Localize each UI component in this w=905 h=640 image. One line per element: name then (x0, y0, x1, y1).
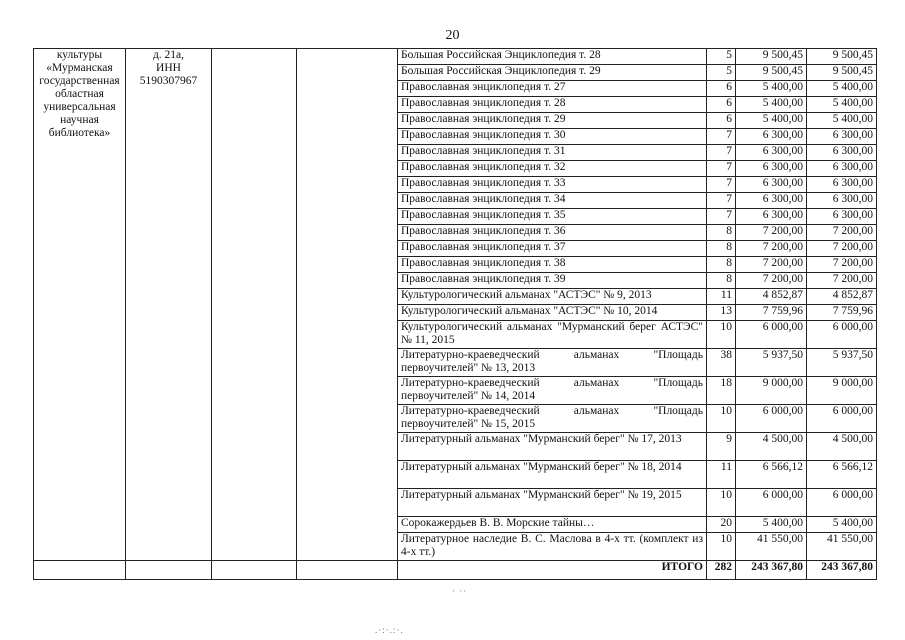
empty-cell (297, 561, 398, 580)
quantity-cell: 5 (707, 49, 736, 65)
book-title-cell: Православная энциклопедия т. 38 (398, 257, 707, 273)
book-title-cell: Литературно-краеведческий альманах "Площадь первоучителей" № 13, 2013 (398, 349, 707, 377)
price-cell: 5 400,00 (736, 113, 807, 129)
quantity-cell: 11 (707, 461, 736, 489)
total-price: 243 367,80 (736, 561, 807, 580)
sum-cell: 6 000,00 (807, 489, 877, 517)
inventory-table (33, 48, 877, 580)
book-title-cell: Православная энциклопедия т. 29 (398, 113, 707, 129)
sum-cell: 5 400,00 (807, 81, 877, 97)
price-cell: 6 300,00 (736, 193, 807, 209)
price-cell: 5 400,00 (736, 81, 807, 97)
sum-cell: 7 200,00 (807, 273, 877, 289)
book-title-cell: Православная энциклопедия т. 31 (398, 145, 707, 161)
book-title-cell: Литературный альманах "Мурманский берег" № 17, 2013 (398, 433, 707, 461)
sum-cell: 6 300,00 (807, 161, 877, 177)
sum-cell: 7 759,96 (807, 305, 877, 321)
book-title-cell: Культурологический альманах "АСТЭС" № 10, 2014 (398, 305, 707, 321)
empty-cell (212, 49, 297, 561)
sum-cell: 4 500,00 (807, 433, 877, 461)
quantity-cell: 6 (707, 113, 736, 129)
sum-cell: 6 300,00 (807, 177, 877, 193)
quantity-cell: 6 (707, 81, 736, 97)
sum-cell: 9 000,00 (807, 377, 877, 405)
sum-cell: 9 500,45 (807, 65, 877, 81)
book-title-cell: Православная энциклопедия т. 34 (398, 193, 707, 209)
quantity-cell: 20 (707, 517, 736, 533)
book-title-cell: Православная энциклопедия т. 28 (398, 97, 707, 113)
book-title-cell: Большая Российская Энциклопедия т. 29 (398, 65, 707, 81)
price-cell: 6 300,00 (736, 145, 807, 161)
sum-cell: 6 300,00 (807, 145, 877, 161)
price-cell: 6 300,00 (736, 161, 807, 177)
sum-cell: 6 566,12 (807, 461, 877, 489)
scan-artifact: .·:·.:·. (375, 625, 404, 635)
book-title-cell: Литературное наследие В. С. Маслова в 4-х тт. (комплект из 4-х тт.) (398, 533, 707, 561)
price-cell: 4 500,00 (736, 433, 807, 461)
price-cell: 41 550,00 (736, 533, 807, 561)
price-cell: 6 300,00 (736, 129, 807, 145)
book-title-cell: Православная энциклопедия т. 39 (398, 273, 707, 289)
quantity-cell: 18 (707, 377, 736, 405)
organization-name-cell: культуры «Мурманская государственная областная универсальная научная библиотека» (34, 49, 126, 561)
sum-cell: 7 200,00 (807, 257, 877, 273)
quantity-cell: 7 (707, 177, 736, 193)
quantity-cell: 5 (707, 65, 736, 81)
book-title-cell: Культурологический альманах "АСТЭС" № 9, 2013 (398, 289, 707, 305)
total-row (34, 561, 877, 580)
book-title-cell: Православная энциклопедия т. 37 (398, 241, 707, 257)
quantity-cell: 8 (707, 225, 736, 241)
quantity-cell: 6 (707, 97, 736, 113)
price-cell: 5 400,00 (736, 97, 807, 113)
quantity-cell: 10 (707, 489, 736, 517)
quantity-cell: 13 (707, 305, 736, 321)
sum-cell: 5 400,00 (807, 113, 877, 129)
price-cell: 4 852,87 (736, 289, 807, 305)
sum-cell: 5 400,00 (807, 97, 877, 113)
price-cell: 6 000,00 (736, 321, 807, 349)
quantity-cell: 9 (707, 433, 736, 461)
empty-cell (297, 49, 398, 561)
book-title-cell: Литературный альманах "Мурманский берег" № 19, 2015 (398, 489, 707, 517)
address-cell: д. 21а, ИНН 5190307967 (126, 49, 212, 561)
book-title-cell: Культурологический альманах "Мурманский берег АСТЭС" № 11, 2015 (398, 321, 707, 349)
total-sum: 243 367,80 (807, 561, 877, 580)
book-title-cell: Православная энциклопедия т. 32 (398, 161, 707, 177)
price-cell: 6 300,00 (736, 209, 807, 225)
sum-cell: 6 000,00 (807, 405, 877, 433)
quantity-cell: 7 (707, 145, 736, 161)
book-title-cell: Православная энциклопедия т. 35 (398, 209, 707, 225)
book-title-cell: Литературно-краеведческий альманах "Площадь первоучителей" № 15, 2015 (398, 405, 707, 433)
price-cell: 6 300,00 (736, 177, 807, 193)
price-cell: 6 000,00 (736, 489, 807, 517)
quantity-cell: 10 (707, 405, 736, 433)
total-qty: 282 (707, 561, 736, 580)
sum-cell: 6 300,00 (807, 193, 877, 209)
table-row (34, 49, 877, 65)
price-cell: 7 200,00 (736, 257, 807, 273)
sum-cell: 6 300,00 (807, 129, 877, 145)
quantity-cell: 10 (707, 533, 736, 561)
empty-cell (34, 561, 126, 580)
sum-cell: 5 937,50 (807, 349, 877, 377)
empty-cell (212, 561, 297, 580)
price-cell: 5 400,00 (736, 517, 807, 533)
book-title-cell: Православная энциклопедия т. 27 (398, 81, 707, 97)
price-cell: 7 759,96 (736, 305, 807, 321)
sum-cell: 5 400,00 (807, 517, 877, 533)
price-cell: 9 500,45 (736, 65, 807, 81)
sum-cell: 4 852,87 (807, 289, 877, 305)
book-title-cell: Большая Российская Энциклопедия т. 28 (398, 49, 707, 65)
total-label: ИТОГО (398, 561, 707, 580)
quantity-cell: 7 (707, 193, 736, 209)
quantity-cell: 7 (707, 209, 736, 225)
quantity-cell: 7 (707, 129, 736, 145)
sum-cell: 7 200,00 (807, 225, 877, 241)
book-title-cell: Православная энциклопедия т. 33 (398, 177, 707, 193)
book-title-cell: Православная энциклопедия т. 30 (398, 129, 707, 145)
sum-cell: 41 550,00 (807, 533, 877, 561)
price-cell: 9 500,45 (736, 49, 807, 65)
quantity-cell: 10 (707, 321, 736, 349)
book-title-cell: Литературно-краеведческий альманах "Площадь первоучителей" № 14, 2014 (398, 377, 707, 405)
table-body (34, 49, 877, 580)
quantity-cell: 7 (707, 161, 736, 177)
sum-cell: 6 000,00 (807, 321, 877, 349)
book-title-cell: Литературный альманах "Мурманский берег" № 18, 2014 (398, 461, 707, 489)
price-cell: 9 000,00 (736, 377, 807, 405)
page-number: 20 (445, 28, 460, 43)
sum-cell: 6 300,00 (807, 209, 877, 225)
empty-cell (126, 561, 212, 580)
sum-cell: 9 500,45 (807, 49, 877, 65)
price-cell: 7 200,00 (736, 241, 807, 257)
scan-artifact: · ·· (452, 586, 468, 596)
book-title-cell: Православная энциклопедия т. 36 (398, 225, 707, 241)
price-cell: 7 200,00 (736, 225, 807, 241)
price-cell: 7 200,00 (736, 273, 807, 289)
quantity-cell: 8 (707, 273, 736, 289)
quantity-cell: 8 (707, 257, 736, 273)
price-cell: 5 937,50 (736, 349, 807, 377)
quantity-cell: 38 (707, 349, 736, 377)
price-cell: 6 000,00 (736, 405, 807, 433)
price-cell: 6 566,12 (736, 461, 807, 489)
quantity-cell: 11 (707, 289, 736, 305)
quantity-cell: 8 (707, 241, 736, 257)
book-title-cell: Сорокажердьев В. В. Морские тайны… (398, 517, 707, 533)
sum-cell: 7 200,00 (807, 241, 877, 257)
